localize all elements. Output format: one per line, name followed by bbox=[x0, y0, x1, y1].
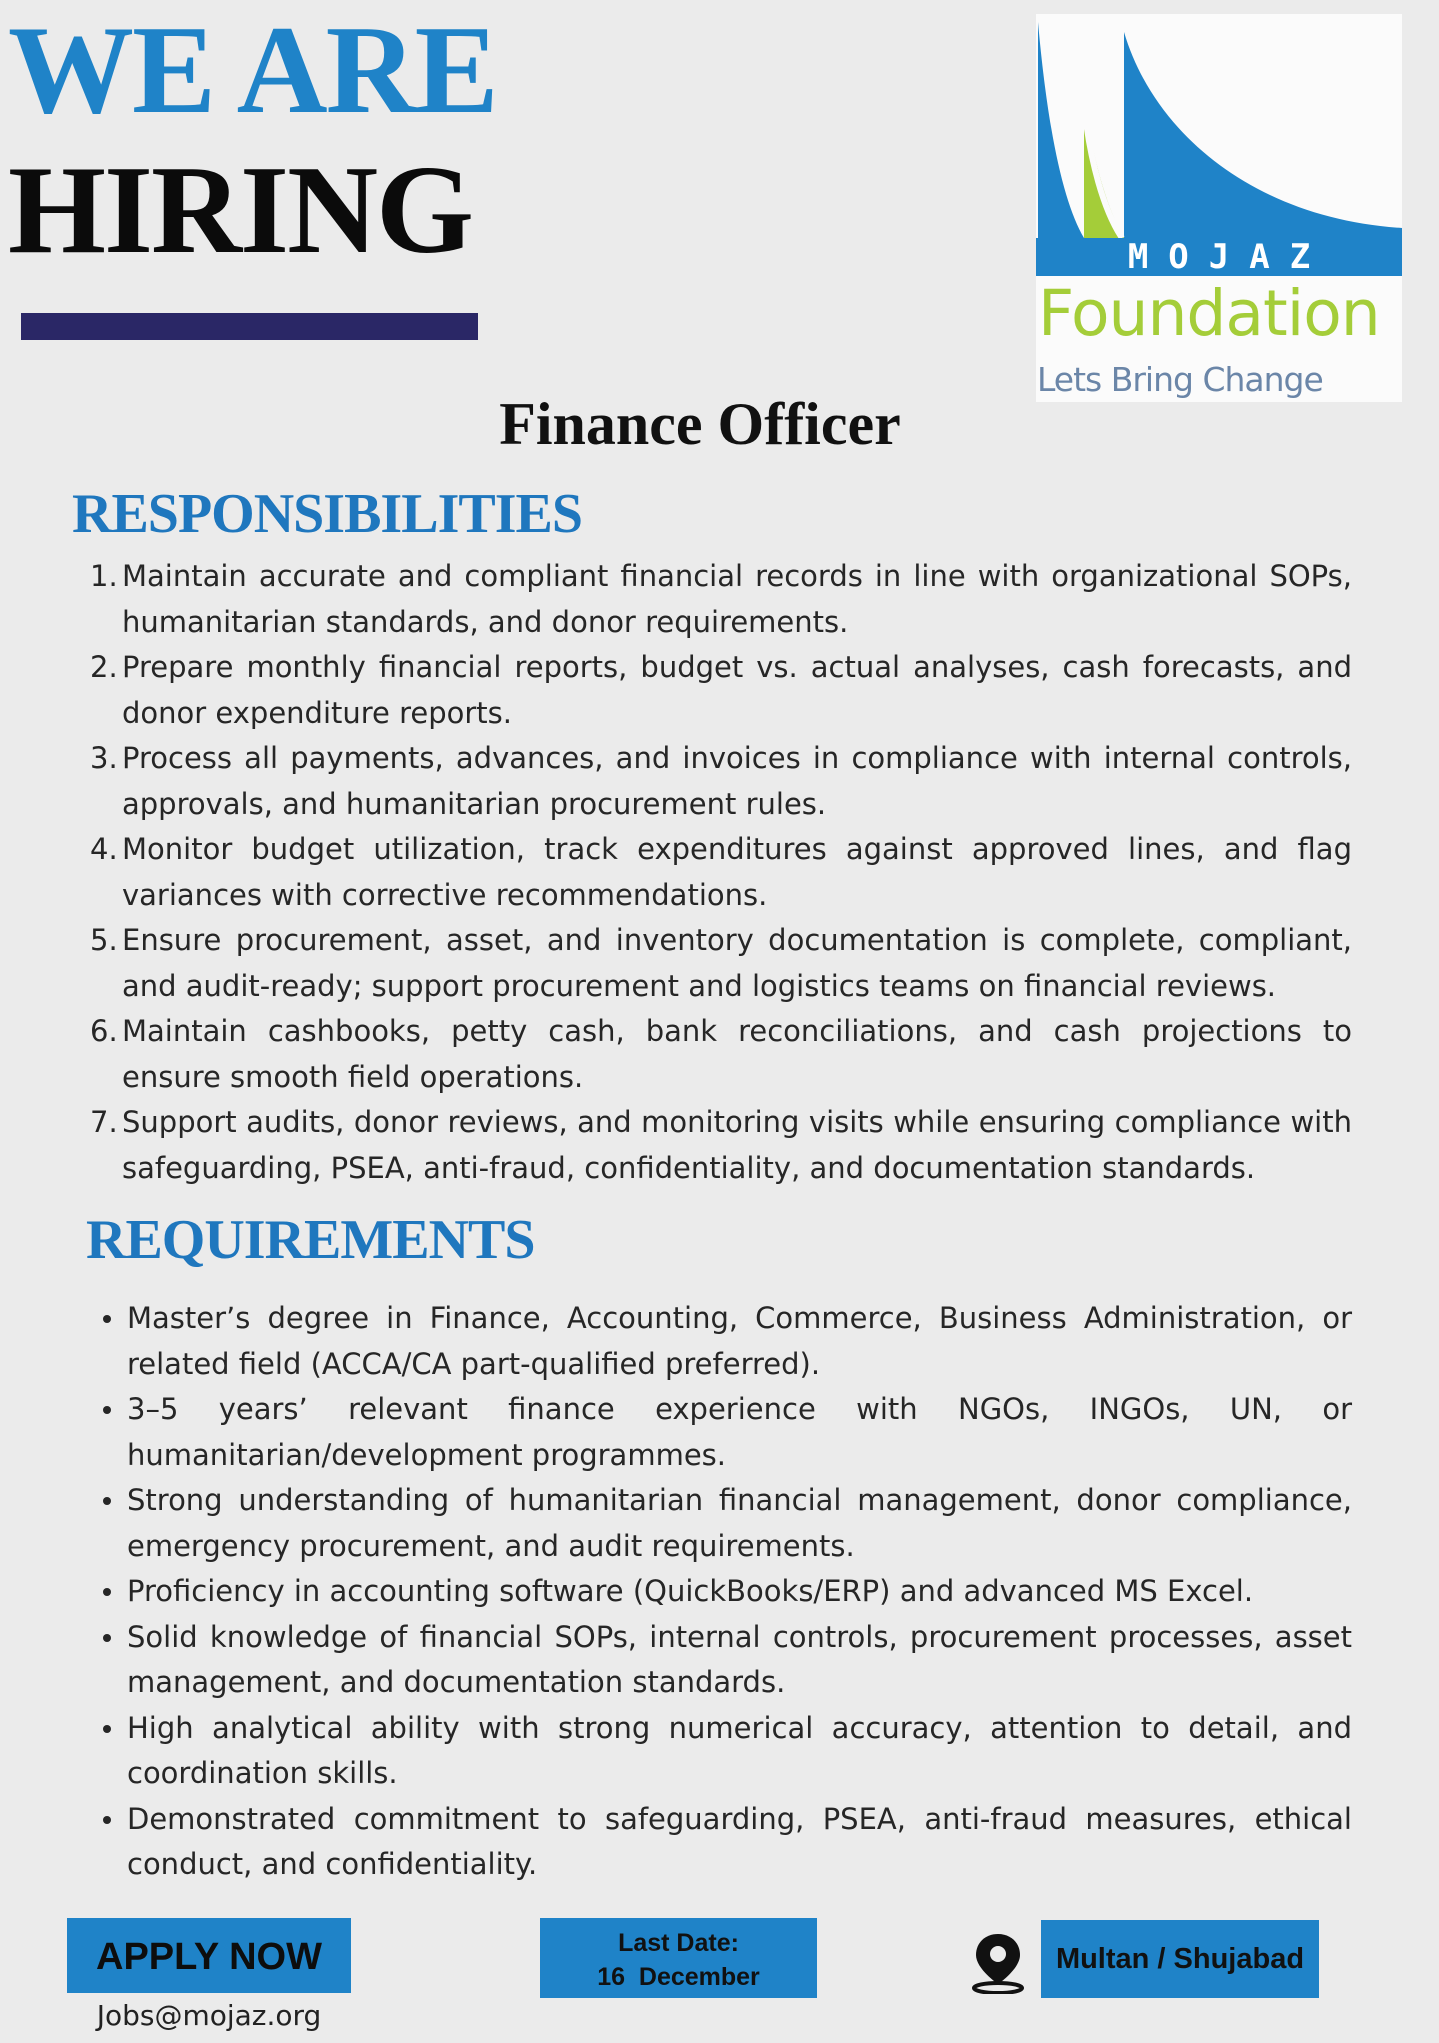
headline-hiring: HIRING bbox=[8, 141, 473, 280]
location-pin-icon bbox=[972, 1932, 1024, 1994]
mojaz-foundation-logo bbox=[1036, 14, 1402, 402]
bullet-icon bbox=[103, 1634, 111, 1642]
logo-name: Foundation bbox=[1038, 277, 1380, 350]
bullet-icon bbox=[103, 1725, 111, 1733]
bullet-icon bbox=[103, 1497, 111, 1505]
list-item: 3. Process all payments, advances, and invoices in compliance with internal controls, approvals, and humanitarian procurement rules. bbox=[90, 741, 1352, 821]
apply-email[interactable]: Jobs@mojaz.org bbox=[96, 1999, 322, 2032]
logo-band-text: MOJAZ bbox=[1036, 238, 1402, 276]
headline-we-are: WE ARE bbox=[8, 1, 497, 140]
list-item: 2. Prepare monthly financial reports, budget vs. actual analyses, cash forecasts, and donor expenditure reports. bbox=[90, 650, 1352, 730]
list-item: 7. Support audits, donor reviews, and monitoring visits while ensuring compliance with safeguarding, PSEA, anti-fraud, confidentiality, and documentation standards. bbox=[90, 1105, 1352, 1185]
list-item: Solid knowledge of financial SOPs, internal controls, procurement processes, asset management, and documentation standards. bbox=[127, 1615, 1352, 1706]
deadline-box bbox=[540, 1918, 817, 1998]
logo-graphic bbox=[1036, 14, 1402, 238]
requirements-heading: REQUIREMENTS bbox=[86, 1209, 535, 1271]
bullet-icon bbox=[103, 1406, 111, 1414]
list-item: Master’s degree in Finance, Accounting, Commerce, Business Administration, or related field (ACCA/CA part-qualified preferred). bbox=[127, 1296, 1352, 1387]
list-item: 1. Maintain accurate and compliant financial records in line with organizational SOPs, humanitarian standards, and donor requirements. bbox=[90, 559, 1352, 639]
list-item: 4. Monitor budget utilization, track expenditures against approved lines, and flag variances with corrective recommendations. bbox=[90, 832, 1352, 912]
deadline-label: Last Date: bbox=[618, 1929, 739, 1957]
list-item: 3–5 years’ relevant finance experience with NGOs, INGOs, UN, or humanitarian/development programmes. bbox=[127, 1387, 1352, 1478]
location-box: Multan / Shujabad bbox=[1041, 1920, 1319, 1998]
list-item: Demonstrated commitment to safeguarding, PSEA, anti-fraud measures, ethical conduct, and confidentiality. bbox=[127, 1797, 1352, 1888]
apply-now-button[interactable]: APPLY NOW bbox=[67, 1918, 351, 1993]
list-item: 6. Maintain cashbooks, petty cash, bank reconciliations, and cash projections to ensure smooth field operations. bbox=[90, 1014, 1352, 1094]
bullet-icon bbox=[103, 1588, 111, 1596]
list-item: High analytical ability with strong numerical accuracy, attention to detail, and coordination skills. bbox=[127, 1706, 1352, 1797]
logo-tagline: Lets Bring Change bbox=[1037, 360, 1323, 399]
list-item: Strong understanding of humanitarian financial management, donor compliance, emergency procurement, and audit requirements. bbox=[127, 1478, 1352, 1569]
deadline-value: 16 December bbox=[597, 1963, 760, 1991]
list-item: Proficiency in accounting software (QuickBooks/ERP) and advanced MS Excel. bbox=[127, 1569, 1352, 1615]
responsibilities-heading: RESPONSIBILITIES bbox=[72, 483, 583, 545]
header-divider-bar bbox=[21, 313, 478, 340]
bullet-icon bbox=[103, 1816, 111, 1824]
bullet-icon bbox=[103, 1315, 111, 1323]
job-title: Finance Officer bbox=[499, 391, 901, 457]
responsibilities-list bbox=[90, 554, 1352, 1191]
requirements-list bbox=[127, 1296, 1352, 1888]
list-item: 5. Ensure procurement, asset, and inventory documentation is complete, compliant, and audit-ready; support procurement and logistics teams on financial reviews. bbox=[90, 923, 1352, 1003]
